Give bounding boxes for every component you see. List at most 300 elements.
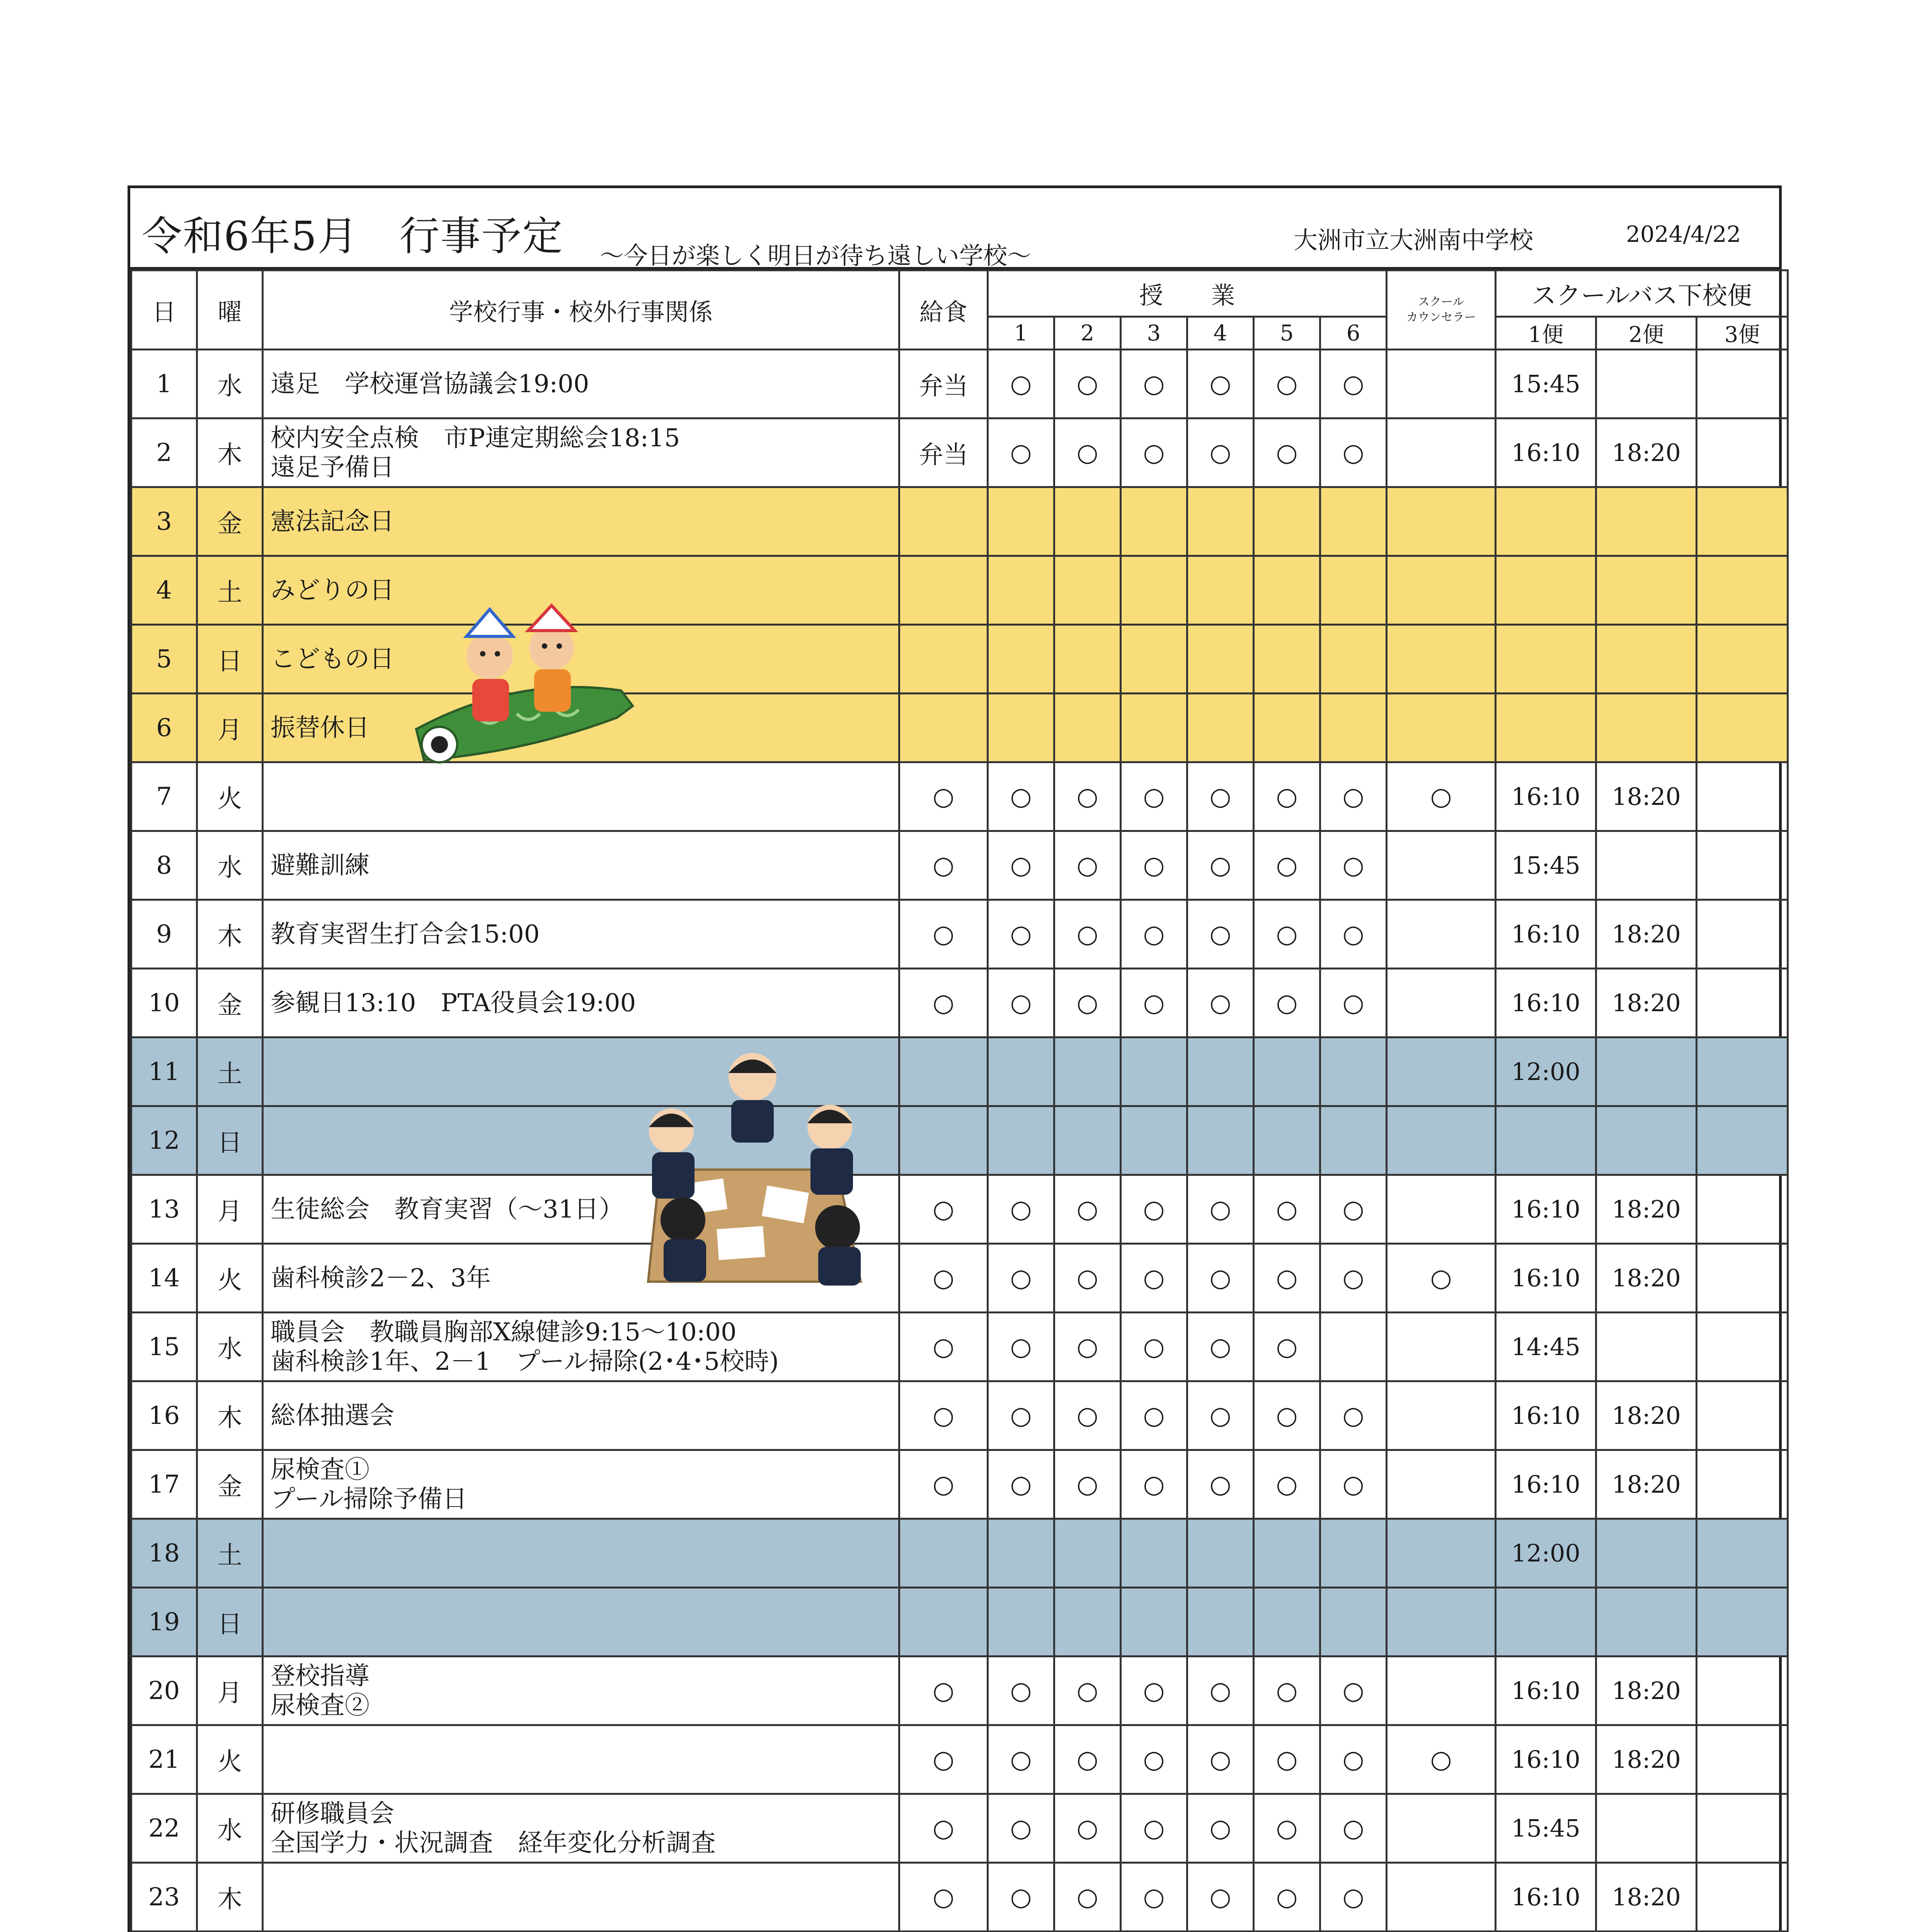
period-header: 3 [1121,317,1187,350]
bus-cell: 18:20 [1596,1244,1697,1313]
period-cell: ○ [1121,1313,1187,1381]
day-cell: 23 [131,1863,197,1932]
period-cell: ○ [1254,969,1320,1037]
period-cell: ○ [988,762,1054,831]
period-cell: ○ [988,350,1054,418]
schedule-row [131,1725,1788,1794]
period-cell [1187,1106,1254,1175]
period-header: 6 [1320,317,1387,350]
bus-cell [1697,1244,1788,1313]
period-cell [1054,487,1121,556]
title-row [130,188,1779,269]
counselor-cell [1387,831,1496,900]
bus-cell [1596,350,1697,418]
weekday-cell: 水 [197,1794,263,1863]
period-cell [1254,487,1320,556]
period-cell [1254,1106,1320,1175]
event-cell [263,1863,899,1932]
period-cell: ○ [1320,969,1387,1037]
bus-cell: 16:10 [1496,969,1596,1037]
period-cell: ○ [1054,418,1121,487]
schedule-row [131,1656,1788,1725]
day-cell: 4 [131,556,197,625]
day-cell: 11 [131,1037,197,1106]
bus-cell [1596,1313,1697,1381]
bus-cell: 18:20 [1596,969,1697,1037]
bus-cell [1697,1313,1788,1381]
period-cell: ○ [988,1175,1054,1244]
period-cell [1121,1519,1187,1588]
weekday-cell: 金 [197,1450,263,1519]
schedule-row [131,1519,1788,1588]
period-cell: ○ [1187,969,1254,1037]
period-cell [1054,1037,1121,1106]
period-cell: ○ [1121,900,1187,969]
schedule-row [131,350,1788,418]
period-cell: ○ [1320,1656,1387,1725]
counselor-cell: ○ [1387,762,1496,831]
period-cell: ○ [1254,900,1320,969]
counselor-cell [1387,1175,1496,1244]
event-cell: こどもの日 [263,625,899,694]
bus-cell: 18:20 [1596,1381,1697,1450]
period-cell: ○ [988,1656,1054,1725]
bus-cell: 18:20 [1596,1656,1697,1725]
period-cell: ○ [1187,900,1254,969]
period-cell: ○ [1320,1794,1387,1863]
period-header: 1 [988,317,1054,350]
period-cell: ○ [1121,1244,1187,1313]
event-cell: 参観日13:10 PTA役員会19:00 [263,969,899,1037]
period-cell: ○ [1054,1863,1121,1932]
period-cell [1121,1588,1187,1656]
counselor-cell: ○ [1387,1244,1496,1313]
period-cell: ○ [1187,831,1254,900]
period-cell [1254,1588,1320,1656]
period-cell: ○ [1320,418,1387,487]
weekday-cell: 火 [197,1244,263,1313]
period-cell: ○ [1254,1450,1320,1519]
counselor-cell [1387,1450,1496,1519]
bus-cell: 12:00 [1496,1037,1596,1106]
event-cell: 職員会 教職員胸部X線健診9:15～10:00 歯科検診1年、2－1 プール掃除(2･4･5校時) [263,1313,899,1381]
bus-cell [1697,969,1788,1037]
period-cell: ○ [1187,350,1254,418]
period-cell: ○ [1187,1656,1254,1725]
bus-cell [1596,1588,1697,1656]
period-cell: ○ [1320,1381,1387,1450]
event-cell: 振替休日 [263,694,899,762]
weekday-cell: 土 [197,556,263,625]
period-cell [988,1519,1054,1588]
period-cell: ○ [1320,831,1387,900]
weekday-cell: 月 [197,1656,263,1725]
period-cell [1187,556,1254,625]
event-cell: 研修職員会 全国学力・状況調査 経年変化分析調査 [263,1794,899,1863]
event-cell: 歯科検診2－2、3年 [263,1244,899,1313]
lunch-cell [899,556,988,625]
day-cell: 10 [131,969,197,1037]
lunch-cell: ○ [899,1313,988,1381]
schedule-row [131,1588,1788,1656]
period-cell: ○ [1187,1244,1254,1313]
period-cell: ○ [988,1244,1054,1313]
counselor-cell [1387,556,1496,625]
period-cell: ○ [1187,1313,1254,1381]
event-cell [263,1588,899,1656]
lunch-cell [899,1519,988,1588]
lunch-cell: ○ [899,1794,988,1863]
lunch-cell [899,694,988,762]
period-cell [988,1037,1054,1106]
event-cell: みどりの日 [263,556,899,625]
period-cell: ○ [1187,1794,1254,1863]
bus-cell [1697,625,1788,694]
col-classes-header: 授 業 [988,270,1387,317]
period-cell [1254,1519,1320,1588]
lunch-cell: ○ [899,1656,988,1725]
schedule-row [131,831,1788,900]
weekday-cell: 木 [197,1381,263,1450]
bus-cell: 16:10 [1496,1863,1596,1932]
schedule-row [131,1863,1788,1932]
period-cell: ○ [1320,762,1387,831]
bus-cell [1697,1794,1788,1863]
day-cell: 22 [131,1794,197,1863]
period-cell: ○ [1054,1381,1121,1450]
bus-cell: 18:20 [1596,1175,1697,1244]
period-cell: ○ [988,418,1054,487]
bus-cell [1596,556,1697,625]
schedule-row [131,1450,1788,1519]
day-cell: 2 [131,418,197,487]
bus-cell [1697,1037,1788,1106]
schedule-row [131,1175,1788,1244]
counselor-label: スクール カウンセラー [1406,295,1476,324]
weekday-cell: 金 [197,487,263,556]
bus-cell [1697,1450,1788,1519]
event-cell [263,1725,899,1794]
bus-cell [1496,1588,1596,1656]
lunch-cell: ○ [899,1244,988,1313]
event-cell: 避難訓練 [263,831,899,900]
bus-cell [1496,556,1596,625]
period-cell: ○ [1121,831,1187,900]
period-cell: ○ [1320,1725,1387,1794]
period-cell: ○ [988,831,1054,900]
bus-cell [1596,694,1697,762]
col-weekday-header: 曜 [197,270,263,350]
period-cell [1121,487,1187,556]
period-cell: ○ [1054,1313,1121,1381]
bus-cell: 16:10 [1496,1381,1596,1450]
bus-run-header: 1便 [1496,317,1596,350]
schedule-row [131,1794,1788,1863]
event-cell [263,1519,899,1588]
bus-cell [1596,625,1697,694]
counselor-cell [1387,969,1496,1037]
col-day-header: 日 [131,270,197,350]
weekday-cell: 月 [197,694,263,762]
bus-cell [1496,487,1596,556]
period-cell: ○ [988,1725,1054,1794]
bus-cell: 16:10 [1496,1244,1596,1313]
bus-cell [1697,1656,1788,1725]
period-cell: ○ [1054,1450,1121,1519]
schedule-row [131,1381,1788,1450]
bus-cell [1596,1519,1697,1588]
event-cell: 教育実習生打合会15:00 [263,900,899,969]
bus-cell: 16:10 [1496,1175,1596,1244]
counselor-cell [1387,487,1496,556]
students-meeting-illustration [637,1042,872,1301]
period-cell [1320,1037,1387,1106]
bus-cell [1697,694,1788,762]
period-cell [1121,556,1187,625]
bus-cell: 16:10 [1496,418,1596,487]
period-cell: ○ [988,1381,1054,1450]
period-cell [1054,1519,1121,1588]
day-cell: 20 [131,1656,197,1725]
lunch-cell: ○ [899,1381,988,1450]
bus-cell: 16:10 [1496,1656,1596,1725]
lunch-cell: ○ [899,831,988,900]
period-cell: ○ [988,1794,1054,1863]
period-header: 2 [1054,317,1121,350]
period-cell: ○ [1187,1863,1254,1932]
period-cell [1187,1037,1254,1106]
bus-cell [1697,418,1788,487]
schedule-row [131,1037,1788,1106]
bus-cell [1697,900,1788,969]
period-cell [988,1588,1054,1656]
weekday-cell: 月 [197,1175,263,1244]
lunch-cell [899,487,988,556]
counselor-cell [1387,1381,1496,1450]
weekday-cell: 火 [197,1725,263,1794]
bus-cell: 16:10 [1496,1725,1596,1794]
period-cell: ○ [1121,762,1187,831]
period-cell [988,556,1054,625]
bus-cell: 16:10 [1496,1450,1596,1519]
period-cell: ○ [1054,1175,1121,1244]
day-cell: 1 [131,350,197,418]
bus-cell [1697,1175,1788,1244]
period-cell: ○ [988,900,1054,969]
counselor-cell [1387,350,1496,418]
period-cell: ○ [1121,1450,1187,1519]
day-cell: 6 [131,694,197,762]
event-cell: 憲法記念日 [263,487,899,556]
day-cell: 14 [131,1244,197,1313]
lunch-cell [899,625,988,694]
period-cell: ○ [1054,1244,1121,1313]
period-cell [988,487,1054,556]
day-cell: 16 [131,1381,197,1450]
lunch-cell: 弁当 [899,418,988,487]
bus-cell: 18:20 [1596,1450,1697,1519]
counselor-cell [1387,1313,1496,1381]
day-cell: 12 [131,1106,197,1175]
period-cell [1121,694,1187,762]
weekday-cell: 水 [197,1313,263,1381]
period-cell [1054,625,1121,694]
period-cell [1320,625,1387,694]
event-cell: 総体抽選会 [263,1381,899,1450]
schedule-row [131,1313,1788,1381]
period-cell: ○ [1054,831,1121,900]
bus-cell: 16:10 [1496,762,1596,831]
period-cell [1054,1588,1121,1656]
period-cell: ○ [1254,1725,1320,1794]
weekday-cell: 金 [197,969,263,1037]
period-cell: ○ [988,1863,1054,1932]
period-cell: ○ [988,969,1054,1037]
lunch-cell [899,1106,988,1175]
bus-cell [1697,1863,1788,1932]
period-cell: ○ [1320,1450,1387,1519]
counselor-cell [1387,1656,1496,1725]
counselor-cell [1387,1863,1496,1932]
period-cell: ○ [1254,1863,1320,1932]
bus-cell: 15:45 [1496,1794,1596,1863]
period-cell: ○ [1254,1313,1320,1381]
bus-cell: 12:00 [1496,1519,1596,1588]
lunch-cell [899,1037,988,1106]
lunch-cell: ○ [899,969,988,1037]
counselor-cell [1387,625,1496,694]
counselor-cell [1387,900,1496,969]
schedule-row [131,487,1788,556]
period-cell [1254,556,1320,625]
period-cell: ○ [1121,418,1187,487]
period-cell [1320,694,1387,762]
schedule-row [131,418,1788,487]
schedule-sheet [128,185,1782,1932]
bus-cell [1596,831,1697,900]
school-name: 大洲市立大洲南中学校 [1294,226,1534,254]
period-cell: ○ [1254,350,1320,418]
bus-cell [1697,350,1788,418]
bus-cell [1596,487,1697,556]
period-cell: ○ [1054,969,1121,1037]
event-cell: 校内安全点検 市P連定期総会18:15 遠足予備日 [263,418,899,487]
bus-cell [1697,1725,1788,1794]
weekday-cell: 木 [197,1863,263,1932]
counselor-cell [1387,1588,1496,1656]
col-bus-header: スクールバス下校便 [1496,270,1788,317]
period-cell: ○ [1254,1656,1320,1725]
lunch-cell: ○ [899,1175,988,1244]
event-cell: 遠足 学校運営協議会19:00 [263,350,899,418]
day-cell: 21 [131,1725,197,1794]
day-cell: 5 [131,625,197,694]
schedule-row [131,694,1788,762]
weekday-cell: 日 [197,1588,263,1656]
period-cell: ○ [1121,1175,1187,1244]
bus-cell [1697,1519,1788,1588]
lunch-cell: ○ [899,900,988,969]
bus-cell: 15:45 [1496,350,1596,418]
period-cell: ○ [1054,1794,1121,1863]
schedule-row [131,625,1788,694]
day-cell: 15 [131,1313,197,1381]
period-cell: ○ [1320,1863,1387,1932]
bus-cell: 18:20 [1596,1725,1697,1794]
period-cell: ○ [1320,350,1387,418]
bus-cell [1496,625,1596,694]
period-cell [1320,487,1387,556]
counselor-cell [1387,1794,1496,1863]
bus-cell: 16:10 [1496,900,1596,969]
day-cell: 9 [131,900,197,969]
counselor-cell [1387,694,1496,762]
counselor-cell: ○ [1387,1725,1496,1794]
bus-cell [1697,556,1788,625]
schedule-table [130,269,1789,1932]
period-cell: ○ [1320,1175,1387,1244]
period-cell: ○ [1187,1381,1254,1450]
period-cell: ○ [1254,1381,1320,1450]
period-cell: ○ [988,1450,1054,1519]
weekday-cell: 水 [197,350,263,418]
bus-cell [1697,487,1788,556]
period-cell: ○ [1121,1794,1187,1863]
period-cell: ○ [1187,762,1254,831]
period-cell: ○ [1054,762,1121,831]
period-cell [1121,1037,1187,1106]
period-cell: ○ [1054,350,1121,418]
period-cell [1254,1037,1320,1106]
bus-cell [1596,1037,1697,1106]
weekday-cell: 水 [197,831,263,900]
period-cell: ○ [1254,1794,1320,1863]
period-cell [1320,1588,1387,1656]
counselor-cell [1387,1106,1496,1175]
period-cell [1254,694,1320,762]
period-cell: ○ [1187,1725,1254,1794]
period-cell [988,694,1054,762]
period-cell [1320,1519,1387,1588]
period-cell [1320,556,1387,625]
bus-cell [1697,1106,1788,1175]
period-cell: ○ [988,1313,1054,1381]
weekday-cell: 木 [197,900,263,969]
bus-cell: 18:20 [1596,762,1697,831]
period-cell [1187,694,1254,762]
period-cell: ○ [1121,350,1187,418]
period-cell: ○ [1254,762,1320,831]
event-cell: 生徒総会 教育実習（～31日） [263,1175,899,1244]
period-cell [1320,1313,1387,1381]
day-cell: 3 [131,487,197,556]
bus-cell: 15:45 [1496,831,1596,900]
event-cell: 登校指導 尿検査② [263,1656,899,1725]
period-cell: ○ [1254,1244,1320,1313]
bus-cell [1697,831,1788,900]
period-cell: ○ [1054,900,1121,969]
lunch-cell: ○ [899,1450,988,1519]
period-cell: ○ [1187,1175,1254,1244]
bus-cell [1596,1106,1697,1175]
period-cell: ○ [1121,1381,1187,1450]
schedule-row [131,969,1788,1037]
period-cell [1320,1106,1387,1175]
period-cell [1121,625,1187,694]
period-cell [1187,625,1254,694]
period-cell: ○ [1187,1450,1254,1519]
period-cell: ○ [1320,1244,1387,1313]
